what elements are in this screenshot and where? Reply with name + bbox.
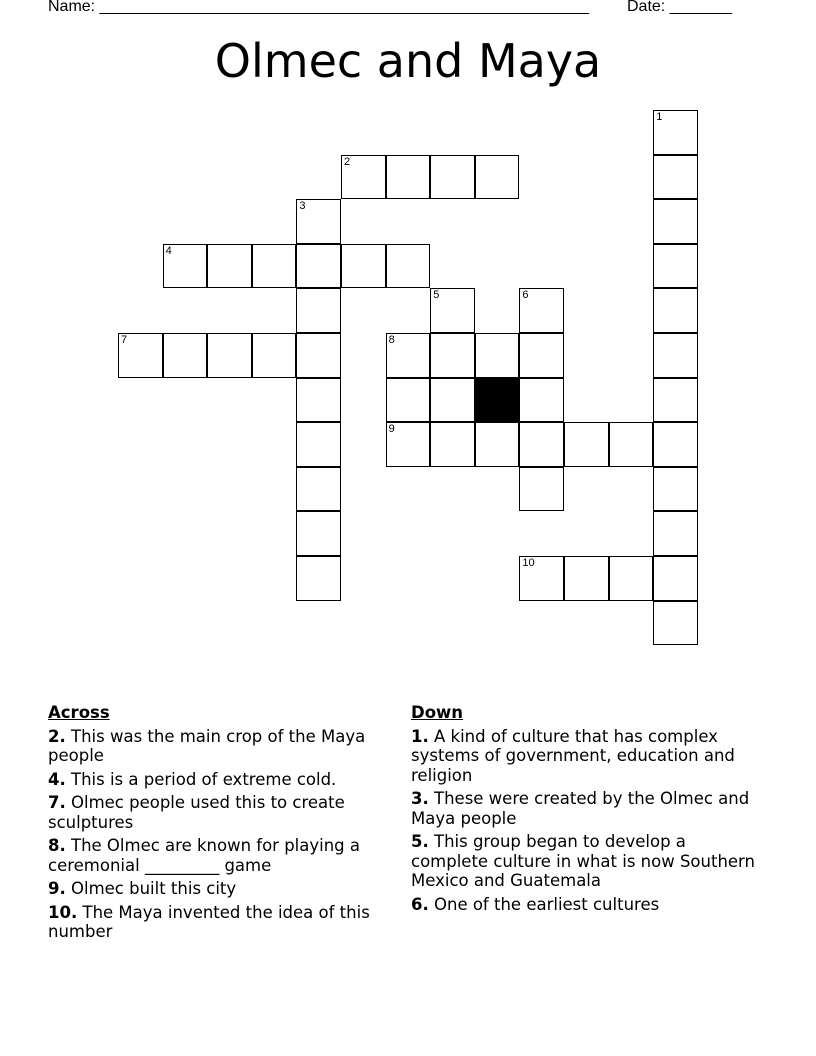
- across-clues: [48, 703, 393, 946]
- grid-cell[interactable]: [653, 601, 698, 646]
- page-title: Olmec and Maya: [214, 34, 602, 88]
- clue-text: The Maya invented the idea of this number: [48, 902, 370, 941]
- clue-text: This group began to develop a complete culture in what is now Southern Mexico and Guatemala: [411, 832, 756, 890]
- grid-cell[interactable]: [341, 155, 386, 200]
- clue-number: 2.: [48, 726, 66, 746]
- clue-text: The Olmec are known for playing a ceremonial _________ game: [48, 836, 361, 875]
- grid-cell[interactable]: [653, 422, 698, 467]
- grid-cell[interactable]: [564, 556, 609, 601]
- clue-down-6: [411, 895, 766, 915]
- grid-cell[interactable]: [475, 155, 520, 200]
- grid-cell[interactable]: [519, 333, 564, 378]
- grid-cell[interactable]: [653, 467, 698, 512]
- clue-number-label: 4: [165, 244, 172, 257]
- clue-number: 3.: [411, 789, 429, 808]
- grid-cell[interactable]: [653, 155, 698, 200]
- clue-across-8: [48, 836, 393, 875]
- grid-cell[interactable]: [207, 333, 252, 378]
- clue-text: This is a period of extreme cold.: [71, 769, 337, 789]
- grid-cell[interactable]: [296, 511, 341, 556]
- grid-cell[interactable]: [163, 333, 208, 378]
- grid-cell[interactable]: [386, 333, 431, 378]
- across-heading: Across: [48, 703, 110, 722]
- grid-cell[interactable]: [296, 288, 341, 333]
- grid-cell[interactable]: [519, 422, 564, 467]
- clue-number-label: 5: [433, 289, 440, 302]
- clue-number-label: 2: [344, 155, 351, 168]
- grid-cell[interactable]: [653, 288, 698, 333]
- clue-across-4: [48, 770, 393, 790]
- grid-cell[interactable]: [475, 333, 520, 378]
- grid-cell[interactable]: [519, 556, 564, 601]
- clue-number: 6.: [411, 894, 429, 914]
- clue-number-label: 3: [299, 200, 306, 213]
- grid-cell[interactable]: [118, 333, 163, 378]
- clue-number-label: 8: [388, 334, 395, 346]
- clue-number-label: 9: [388, 423, 395, 436]
- grid-cell[interactable]: [296, 556, 341, 601]
- clue-across-2: [48, 727, 393, 766]
- clue-text: This was the main crop of the Maya people: [48, 726, 366, 765]
- grid-cell[interactable]: [653, 244, 698, 289]
- date-field[interactable]: Date: _______: [627, 0, 732, 15]
- grid-cell[interactable]: [430, 288, 475, 333]
- clue-number-label: 10: [522, 557, 535, 569]
- clue-across-10: [48, 903, 393, 942]
- clue-across-7: [48, 793, 393, 832]
- clue-text: These were created by the Olmec and Maya people: [411, 789, 750, 828]
- grid-cell[interactable]: [296, 244, 341, 289]
- clue-text: Olmec people used this to create sculptures: [48, 793, 345, 832]
- grid-cell[interactable]: [519, 467, 564, 512]
- grid-cell[interactable]: [296, 199, 341, 244]
- grid-cell[interactable]: [609, 556, 654, 601]
- clue-number-label: 7: [121, 334, 128, 346]
- clue-down-5: [411, 832, 766, 891]
- grid-cell[interactable]: [653, 333, 698, 378]
- grid-cell[interactable]: [430, 155, 475, 200]
- grid-cell[interactable]: [252, 244, 297, 289]
- clue-number: 9.: [48, 879, 66, 898]
- name-field[interactable]: Name: _______________________________________________________: [48, 0, 589, 15]
- clue-text: Olmec built this city: [71, 879, 237, 898]
- grid-cell[interactable]: [430, 333, 475, 378]
- grid-cell[interactable]: [341, 244, 386, 289]
- grid-cell[interactable]: [386, 422, 431, 467]
- grid-cell[interactable]: [653, 378, 698, 423]
- grid-cell[interactable]: [564, 422, 609, 467]
- clue-number-label: 6: [522, 289, 529, 302]
- grid-cell[interactable]: [475, 422, 520, 467]
- grid-cell[interactable]: [653, 110, 698, 155]
- grid-cell[interactable]: [386, 244, 431, 289]
- grid-cell[interactable]: [653, 199, 698, 244]
- grid-cell[interactable]: [386, 155, 431, 200]
- grid-cell[interactable]: [207, 244, 252, 289]
- clue-number: 5.: [411, 832, 429, 851]
- grid-cell[interactable]: [386, 378, 431, 423]
- clue-number: 4.: [48, 769, 66, 789]
- clue-across-9: [48, 879, 393, 899]
- clue-number: 10.: [48, 902, 78, 922]
- grid-cell[interactable]: [163, 244, 208, 289]
- clue-text: A kind of culture that has complex systems of government, education and religion: [411, 726, 735, 785]
- down-heading: Down: [411, 703, 464, 722]
- grid-cell[interactable]: [430, 378, 475, 423]
- grid-cell[interactable]: [519, 378, 564, 423]
- down-clues: [411, 703, 766, 918]
- clue-number: 8.: [48, 836, 66, 855]
- grid-cell[interactable]: [296, 333, 341, 378]
- grid-cell[interactable]: [296, 467, 341, 512]
- grid-cell[interactable]: [296, 378, 341, 423]
- grid-cell[interactable]: [296, 422, 341, 467]
- blocked-cell: [475, 378, 520, 423]
- grid-cell[interactable]: [519, 288, 564, 333]
- grid-cell[interactable]: [430, 422, 475, 467]
- grid-cell[interactable]: [653, 556, 698, 601]
- clue-number-label: 1: [656, 111, 663, 123]
- grid-cell[interactable]: [252, 333, 297, 378]
- clue-number: 7.: [48, 793, 66, 812]
- grid-cell[interactable]: [609, 422, 654, 467]
- clue-down-1: [411, 727, 766, 786]
- clue-down-3: [411, 789, 766, 828]
- grid-cell[interactable]: [653, 511, 698, 556]
- clue-text: One of the earliest cultures: [434, 894, 660, 914]
- clue-number: 1.: [411, 726, 429, 746]
